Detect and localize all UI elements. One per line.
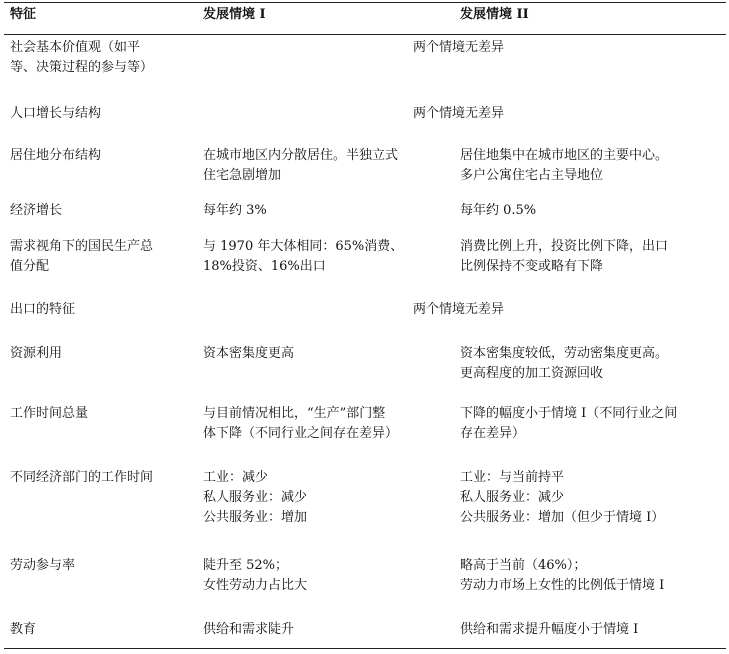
- row-scenario-2-cell: 供给和需求提升幅度小于情境 I: [454, 617, 726, 649]
- row-scenario-2-cell: 下降的幅度小于情境 I（不同行业之间 存在差异）: [460, 405, 678, 441]
- row-feature-cell: 社会基本价值观（如平 等、决策过程的参与等）: [10, 40, 154, 75]
- row-feature-cell: 人口增长与结构: [10, 105, 102, 121]
- table-row: [4, 234, 726, 297]
- row-feature-cell: 工作时间总量: [10, 405, 89, 421]
- row-no-difference-cell: 两个情境无差异: [412, 105, 504, 121]
- scenario-comparison-table: [4, 2, 726, 649]
- row-feature-cell: 资源利用: [10, 345, 63, 361]
- row-feature-cell: 劳动参与率: [10, 557, 76, 573]
- row-feature-cell: 经济增长: [10, 202, 63, 218]
- header-feature: 特征: [4, 3, 197, 35]
- row-scenario-1-cell: 陡升至 52%； 女性劳动力占比大: [203, 557, 308, 593]
- row-scenario-1-cell: 在城市地区内分散居住。半独立式 住宅急剧增加: [203, 147, 399, 183]
- row-scenario-2-cell: 略高于当前（46%）； 劳动力市场上女性的比例低于情境 I: [460, 557, 665, 593]
- table-row: [4, 341, 726, 401]
- row-scenario-1-cell: 工业：减少 私人服务业：减少 公共服务业：增加: [203, 469, 308, 525]
- table-row: [4, 401, 726, 465]
- table-row: [4, 465, 726, 553]
- row-feature-cell: 教育: [4, 617, 197, 649]
- row-feature-cell: 需求视角下的国民生产总 值分配: [10, 238, 154, 274]
- row-scenario-1-cell: 与目前情况相比，“生产”部门整 体下降（不同行业之间存在差异）: [203, 405, 399, 441]
- row-scenario-2-cell: 消费比例上升，投资比例下降，出口 比例保持不变或略有下降: [460, 238, 669, 274]
- header-scenario-2: 发展情境 II: [454, 3, 726, 35]
- table-row: [4, 553, 726, 617]
- row-feature-cell: 出口的特征: [10, 301, 76, 317]
- row-scenario-1-cell: 供给和需求陡升: [197, 617, 454, 649]
- row-scenario-2-cell: 资本密集度较低，劳动密集度更高。 更高程度的加工资源回收: [460, 345, 669, 381]
- row-no-difference-cell: 两个情境无差异: [412, 301, 504, 317]
- row-scenario-1-cell: 每年约 3%: [203, 202, 267, 218]
- row-scenario-1-cell: 资本密集度更高: [203, 345, 295, 361]
- table-row: [4, 35, 726, 101]
- table-header-row: [4, 3, 726, 35]
- row-scenario-2-cell: 每年约 0.5%: [460, 202, 537, 218]
- table-row: [4, 143, 726, 198]
- header-scenario-1: 发展情境 I: [197, 3, 454, 35]
- row-feature-cell: 不同经济部门的工作时间: [10, 469, 154, 485]
- table-row: [4, 617, 726, 649]
- row-no-difference-cell: 两个情境无差异: [412, 40, 504, 55]
- row-scenario-2-cell: 居住地集中在城市地区的主要中心。 多户公寓住宅占主导地位: [460, 147, 669, 183]
- row-feature-cell: 居住地分布结构: [10, 147, 102, 163]
- table-row: [4, 297, 726, 341]
- table-row: [4, 101, 726, 143]
- row-scenario-1-cell: 与 1970 年大体相同：65%消费、 18%投资、16%出口: [203, 238, 404, 274]
- row-scenario-2-cell: 工业：与当前持平 私人服务业：减少 公共服务业：增加（但少于情境 I）: [460, 469, 665, 525]
- table-row: [4, 198, 726, 234]
